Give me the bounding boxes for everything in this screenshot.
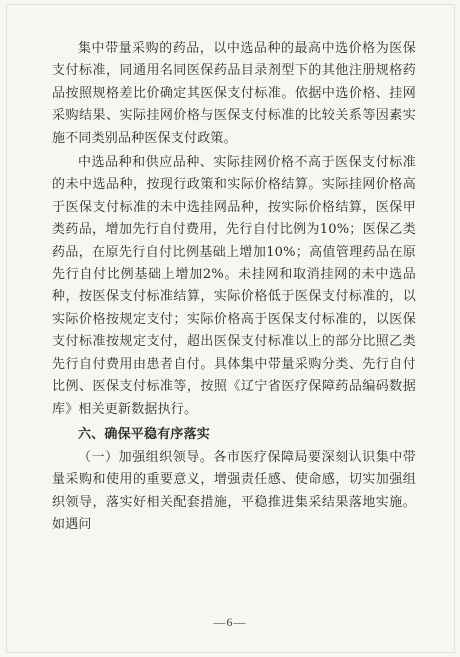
paragraph-organization-leadership: （一）加强组织领导。各市医疗保障局要深刻认识集中带量采购和使用的重要意义，增强责任感、使命感，切实加强组织领导，落实好相关配套措施，平稳推进集采结果落地实施。如遇问: [52, 449, 416, 533]
paragraph-settlement-policy: 中选品种和供应品种、实际挂网价格不高于医保支付标准的未中选品种，按现行政策和实际价格结算。实际挂网价格高于医保支付标准的未中选挂网品种，按实际价格结算，医保甲类药品，增加先行自付费用，先行自付比例为10%；医保乙类药品，在原先行自付比例基础上增加10%；高值管理药品在原先行自付比例基础上增加2%。未挂网和取消挂网的未中选品种，按医保支付标准结算，实际价格低于医保支付标准的，以实际价格按规定支付；实际价格高于医保支付标准的，以医保支付标准按规定支付，超出医保支付标准以上的部分比照乙类先行自付费用由患者自付。具体集中带量采购分类、先行自付比例、医保支付标准等，按照《辽宁省医疗保障药品编码数据库》相关更新数据执行。: [52, 155, 416, 417]
section-heading: 六、确保平稳有序落实: [78, 426, 211, 442]
page-number: —6—: [213, 615, 247, 629]
paragraph-payment-standard: 集中带量采购的药品，以中选品种的最高中选价格为医保支付标准，同通用名同医保药品目录剂型下的其他注册规格药品按照规格差比价确定其医保支付标准。依据中选价格、挂网采购结果、实际挂网价格与医保支付标准的比较关系等因素实施不同类别品种医保支付政策。: [52, 41, 416, 146]
document-body: [52, 38, 416, 537]
